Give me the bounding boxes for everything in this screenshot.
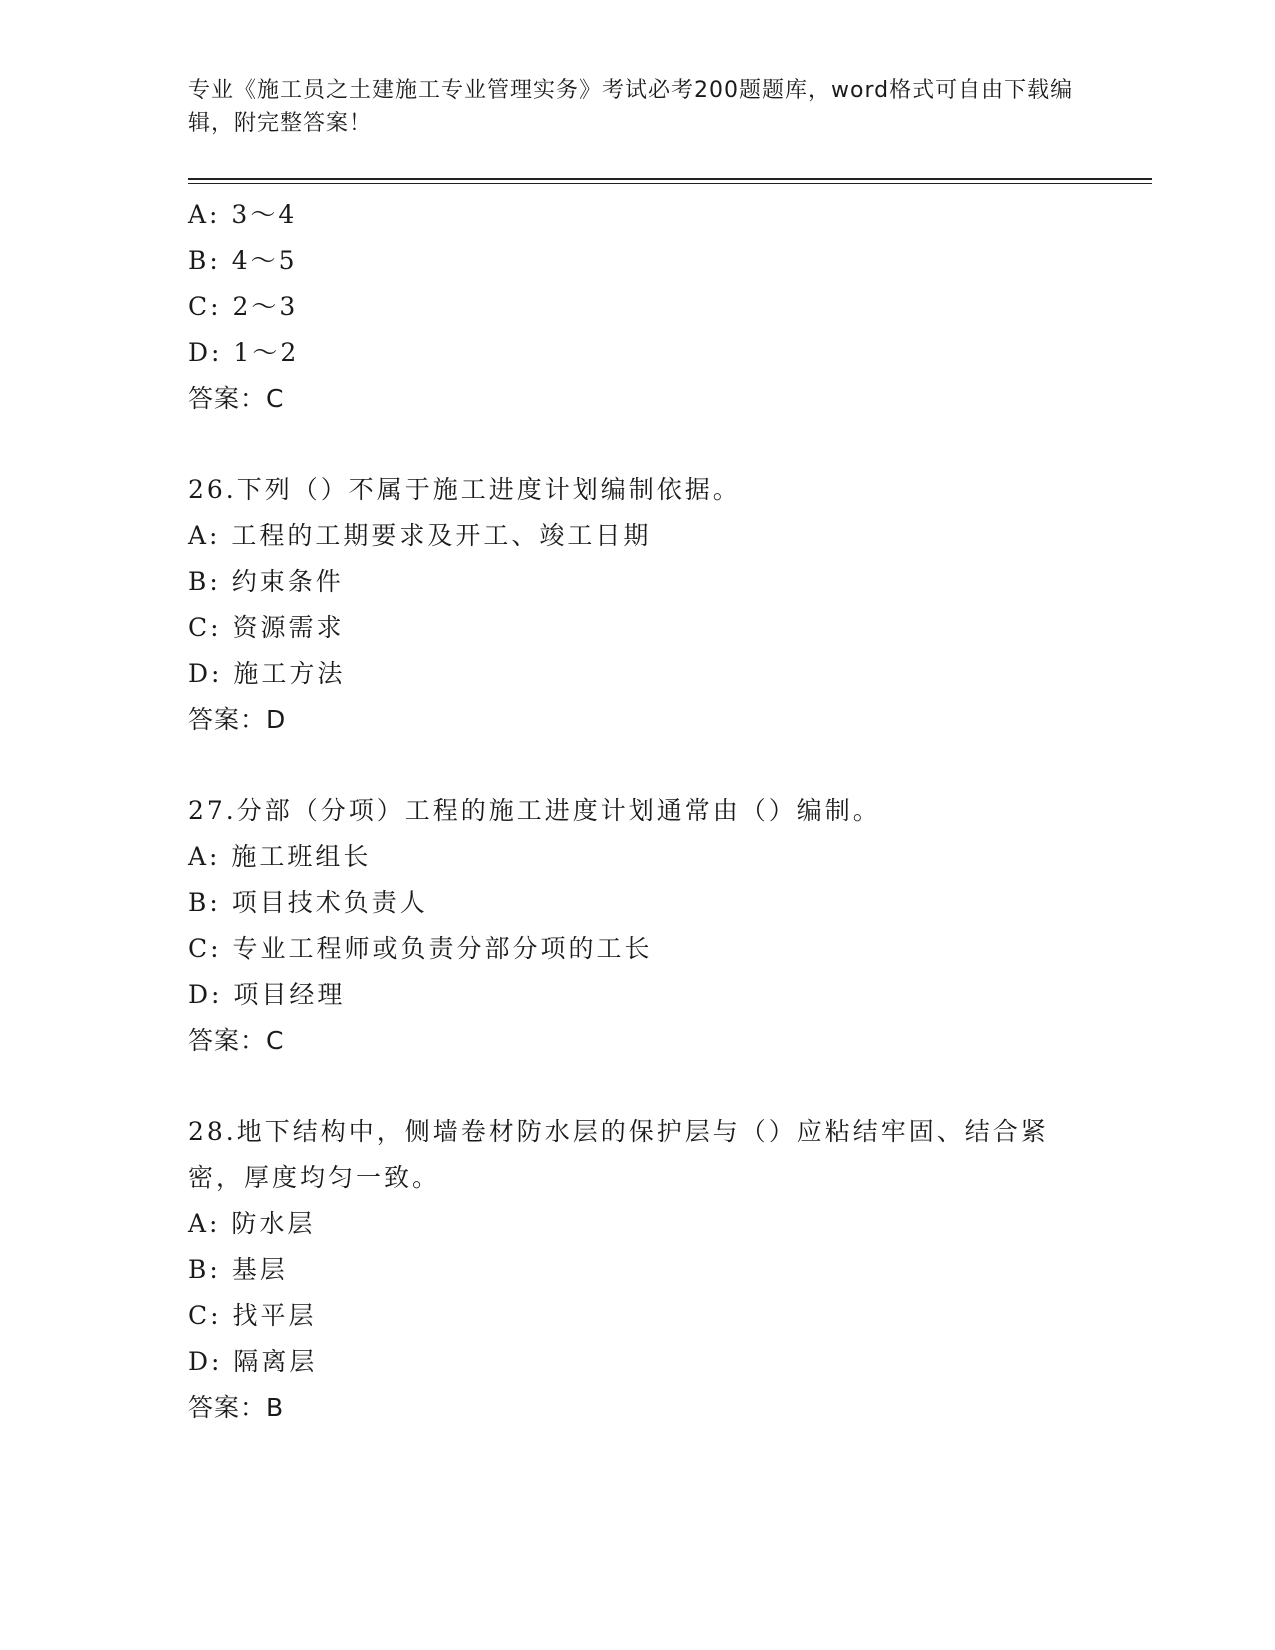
option-d: D: 项目经理 [188,980,346,1009]
option-c: C: 找平层 [188,1301,317,1330]
answer: 答案：C [188,384,285,413]
header-divider [188,178,1152,180]
answer: 答案：C [188,1026,285,1055]
option-c: C: 资源需求 [188,613,345,642]
option-a: A: 3～4 [188,200,298,229]
document-body [188,192,1152,1431]
option-b: B: 基层 [188,1255,288,1284]
option-a: A: 防水层 [188,1209,316,1238]
option-a: A: 施工班组长 [188,842,372,871]
header-divider-thin [188,183,1152,184]
option-a: A: 工程的工期要求及开工、竣工日期 [188,521,652,550]
question-block-25 [188,192,1152,422]
option-b: B: 约束条件 [188,567,344,596]
option-d: D: 隔离层 [188,1347,318,1376]
answer: 答案：D [188,705,287,734]
option-c: C: 专业工程师或负责分部分项的工长 [188,934,653,963]
question-block-27 [188,788,1152,1064]
question-text: 27.分部（分项）工程的施工进度计划通常由（）编制。 [188,796,881,825]
question-block-26 [188,467,1152,743]
question-text: 28.地下结构中，侧墙卷材防水层的保护层与（）应粘结牢固、结合紧密，厚度均匀一致。 [188,1117,1049,1192]
option-d: D: 1～2 [188,338,300,367]
question-text: 26.下列（）不属于施工进度计划编制依据。 [188,475,741,504]
option-c: C: 2～3 [188,292,299,321]
option-b: B: 4～5 [188,246,298,275]
option-d: D: 施工方法 [188,659,346,688]
question-block-28 [188,1109,1152,1431]
option-b: B: 项目技术负责人 [188,888,428,917]
document-header: 专业《施工员之土建施工专业管理实务》考试必考200题题库，word格式可自由下载编辑，附完整答案！ [188,78,1074,136]
answer: 答案：B [188,1393,285,1422]
